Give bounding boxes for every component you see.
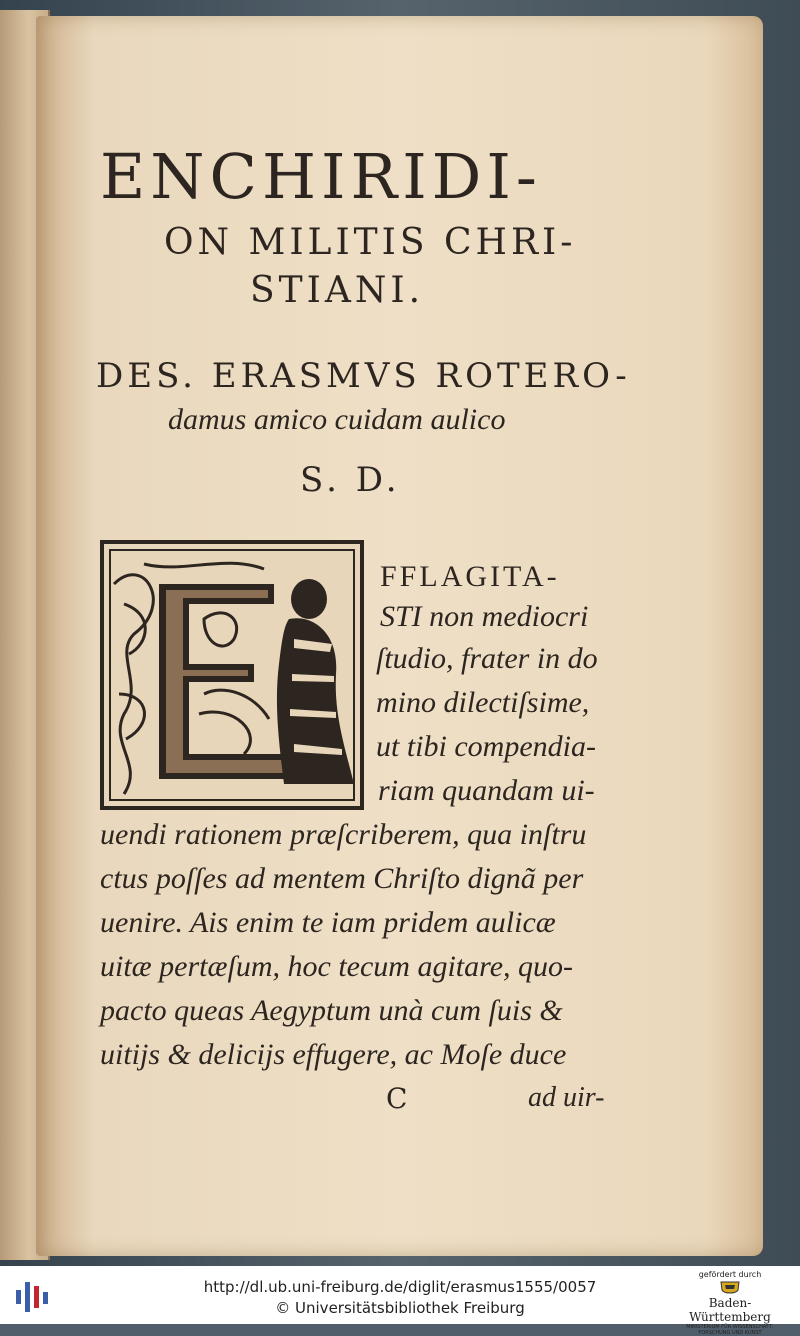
body-line-12: uitijs & delicijs effugere, ac Moſe duce [100,1038,567,1071]
funder-logo[interactable] [670,1270,790,1336]
catchword: ad uir- [528,1082,605,1113]
body-line-7: uendi rationem præſcriberem, qua inſtru [100,818,587,851]
funder-label: gefördert durch [698,1270,762,1279]
body-line-9: uenire. Ais enim te iam pridem aulicæ [100,906,556,939]
body-line-3: ſtudio, frater in do [376,642,598,675]
body-line-5: ut tibi compendia- [376,730,596,763]
funder-name: Baden-Württemberg [689,1296,771,1324]
body-line-11: pacto queas Aegyptum unà cum ſuis & [100,994,563,1027]
page-title: ENCHIRIDI- [100,140,542,213]
subtitle-line-1: ON MILITIS CHRI- [164,222,577,263]
body-line-2: STI non mediocri [380,600,589,633]
body-line-1: FFLAGITA- [380,560,560,593]
copyright-text: © Universitätsbibliothek Freiburg [275,1299,525,1317]
body-line-10: uitæ pertæſum, hoc tecum agitare, quo- [100,950,573,983]
permalink-url[interactable]: http://dl.ub.uni-freiburg.de/diglit/erasmus1555/0057 [203,1278,597,1296]
body-line-4: mino dilectiſsime, [376,686,590,719]
body-line-6: riam quandam ui- [378,774,595,807]
signature-mark: C [386,1082,408,1115]
footer-bar [0,1266,800,1336]
author-line-1: DES. ERASMVS ROTERO- [96,356,631,396]
woodcut-initial-e-icon [100,540,364,810]
baden-wuerttemberg-crest-icon [719,1280,741,1296]
subtitle-line-2: STIANI. [250,270,425,311]
funder-ministry: MINISTERIUM FÜR WISSENSCHAFT, FORSCHUNG UND KUNST [686,1324,774,1336]
salutation: S. D. [300,460,401,500]
author-line-2: damus amico cuidam aulico [168,403,506,436]
body-line-8: ctus poſſes ad mentem Chriſto dignã per [100,862,584,895]
